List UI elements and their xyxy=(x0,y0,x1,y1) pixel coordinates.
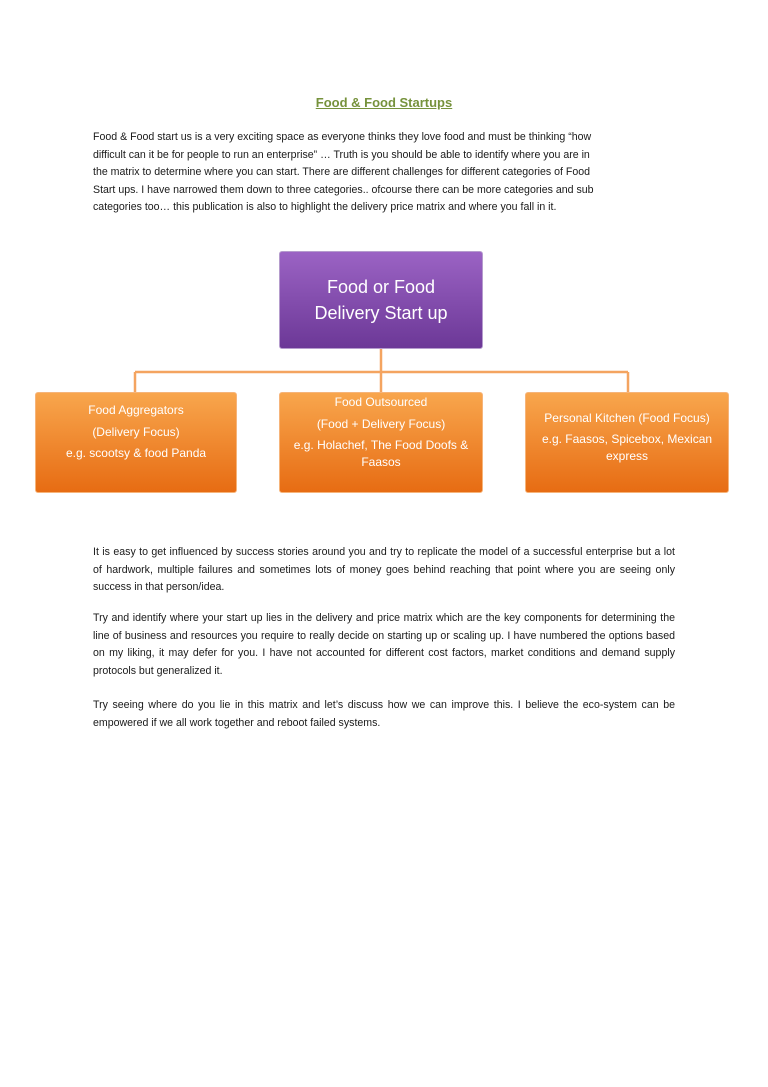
diagram-box-personal-kitchen xyxy=(525,392,729,493)
diagram-box-food-outsourced xyxy=(279,392,483,493)
intro-line: difficult can it be for people to run an enterprise” … Truth is you should be able to identify where you are in xyxy=(93,148,590,161)
diagram-box-food-aggregators xyxy=(35,392,237,493)
paragraph-1: It is easy to get influenced by success stories around you and try to replicate the model of a successful enterprise but a lot of hardwork, multiple failures and sometimes lots of money goes behind reaching that point where you are seeing only success in that person/idea. xyxy=(93,546,675,593)
intro-line: Food & Food start us is a very exciting space as everyone thinks they love food and must be thinking “how xyxy=(93,131,592,143)
box-label: express xyxy=(605,448,649,463)
intro-line: the matrix to determine where you can start. There are different challenges for different categories of Food xyxy=(93,166,591,179)
box-label: e.g. Faasos, Spicebox, Mexican xyxy=(541,431,713,446)
box-label: e.g. scootsy & food Panda xyxy=(65,445,207,460)
box-label: (Delivery Focus) xyxy=(92,424,180,439)
paragraph-2: Try and identify where your start up lies in the delivery and price matrix which are the key components for determining the line of business and resources you require to really decide on starting up or scaling up. I have numbered the options based on my liking, it may defer for you. I have not accounted for different cost factors, market conditions and demand supply protocols but generalized it. xyxy=(93,612,675,677)
box-label: Personal Kitchen (Food Focus) xyxy=(544,410,710,425)
box-label: Faasos xyxy=(361,455,401,469)
root-line-1: Food or Food xyxy=(326,277,436,297)
paragraph-3: Try seeing where do you lie in this matrix and let’s discuss how we can improve this. I believe the eco-system can be empowered if we all work together and reboot failed systems. xyxy=(93,699,675,729)
page-title: Food & Food Startups xyxy=(315,95,453,110)
intro-line: Start ups. I have narrowed them down to three categories.. ofcourse there can be more categories and sub xyxy=(93,183,594,196)
intro-line: categories too… this publication is also to highlight the delivery price matrix and where you fall in it. xyxy=(93,201,557,214)
diagram-root-box xyxy=(279,251,483,349)
box-label: Food Outsourced xyxy=(334,395,428,409)
box-label: Food Aggregators xyxy=(88,402,184,417)
box-label: (Food + Delivery Focus) xyxy=(316,417,446,431)
root-line-2: Delivery Start up xyxy=(314,303,448,323)
box-label: e.g. Holachef, The Food Doofs & xyxy=(293,438,469,452)
